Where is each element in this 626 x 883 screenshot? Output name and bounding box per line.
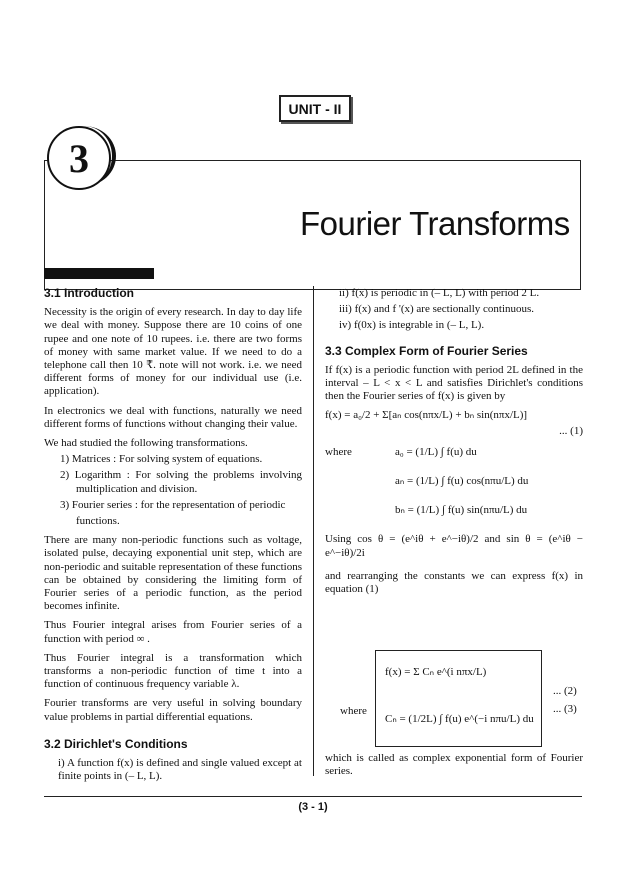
chapter-title: Fourier Transforms <box>300 205 570 242</box>
equation-2: f(x) = Σ Cₙ e^(i nπx/L) <box>385 666 487 678</box>
section-bar <box>44 268 154 279</box>
paragraph: Fourier transforms are very useful in solving boundary value problems in partial differential equations. <box>44 697 302 723</box>
equation-a0: a₀ = (1/L) ∫ f(u) du <box>395 445 477 458</box>
equation-number: ... (3) <box>553 703 577 715</box>
equation-number: ... (1) <box>559 424 583 437</box>
euler-identities: Using cos θ = (e^iθ + e^−iθ)/2 and sin θ = (e^iθ − e^−iθ)/2i <box>325 533 583 559</box>
paragraph: Necessity is the origin of every research. In day to day life we deal with money. Suppose there are 10 coins of one rupee and one note of 10 rupees. i.e. there are two forms of money with same market value. If we need to do a telephone call then 10 ₹. note will not work. i.e. we need different forms of money for our individual use (i.e. application). <box>44 306 302 398</box>
section-heading: 3.3 Complex Form of Fourier Series <box>325 343 528 358</box>
chapter-number: 3 <box>47 126 111 190</box>
condition-item: ii) f(x) is periodic in (– L, L) with period 2 L. <box>339 287 540 299</box>
closing-paragraph: which is called as complex exponential form of Fourier series. <box>325 752 583 778</box>
left-column <box>44 287 302 790</box>
unit-label: UNIT - II <box>279 95 351 122</box>
transformation-list <box>44 453 302 528</box>
section-heading: 3.2 Dirichlet's Conditions <box>44 736 188 751</box>
equation-an: aₙ = (1/L) ∫ f(u) cos(nπu/L) du <box>395 475 529 488</box>
condition-item: i) A function f(x) is defined and single valued except at finite points in (– L, L). <box>58 757 302 783</box>
page-number: (3 - 1) <box>298 801 328 813</box>
where-label: where <box>325 445 352 458</box>
condition-item: iii) f(x) and f '(x) are sectionally continuous. <box>339 303 535 316</box>
list-item: 1) Matrices : For solving system of equations. <box>60 453 263 466</box>
where-label: where <box>340 705 367 717</box>
paragraph: Thus Fourier integral is a transformation which transforms a non-periodic function of time t into a function of continuous frequency variable λ. <box>44 651 302 691</box>
list-item: 3) Fourier series : for the representation of periodic <box>60 498 286 511</box>
paragraph: We had studied the following transformations. <box>44 437 248 450</box>
right-column <box>325 287 583 602</box>
paragraph: In electronics we deal with functions, naturally we need different forms of functions without changing their value. <box>44 404 302 430</box>
list-item: functions. <box>76 515 120 528</box>
list-item: 2) Logarithm : For solving the problems involving multiplication and division. <box>60 469 302 495</box>
paragraph: Thus Fourier integral arises from Fourier series of a function with period ∞ . <box>44 619 302 645</box>
equation-1: f(x) = a₀/2 + Σ[aₙ cos(nπx/L) + bₙ sin(nπx/L)] <box>325 409 528 422</box>
section-heading: 3.1 Introduction <box>44 286 134 300</box>
column-divider <box>313 286 314 776</box>
paragraph: If f(x) is a periodic function with period 2L defined in the interval – L < x < L and satisfies Dirichlet's conditions then the Fourier series of f(x) is given by <box>325 363 583 403</box>
equation-bn: bₙ = (1/L) ∫ f(u) sin(nπu/L) du <box>395 504 528 517</box>
paragraph: There are many non-periodic functions such as voltage, isolated pulse, decaying exponential unit step, which are non-periodic and suitable representation of these functions can be obtained by considering the limiting form of Fourier series of a periodic function, as the period becomes infinite. <box>44 534 302 613</box>
paragraph: and rearranging the constants we can express f(x) in equation (1) <box>325 569 583 596</box>
condition-item: iv) f(0x) is integrable in (– L, L). <box>339 319 485 332</box>
equation-3: Cₙ = (1/2L) ∫ f(u) e^(−i nπu/L) du <box>385 713 534 725</box>
equation-number: ... (2) <box>553 685 577 697</box>
